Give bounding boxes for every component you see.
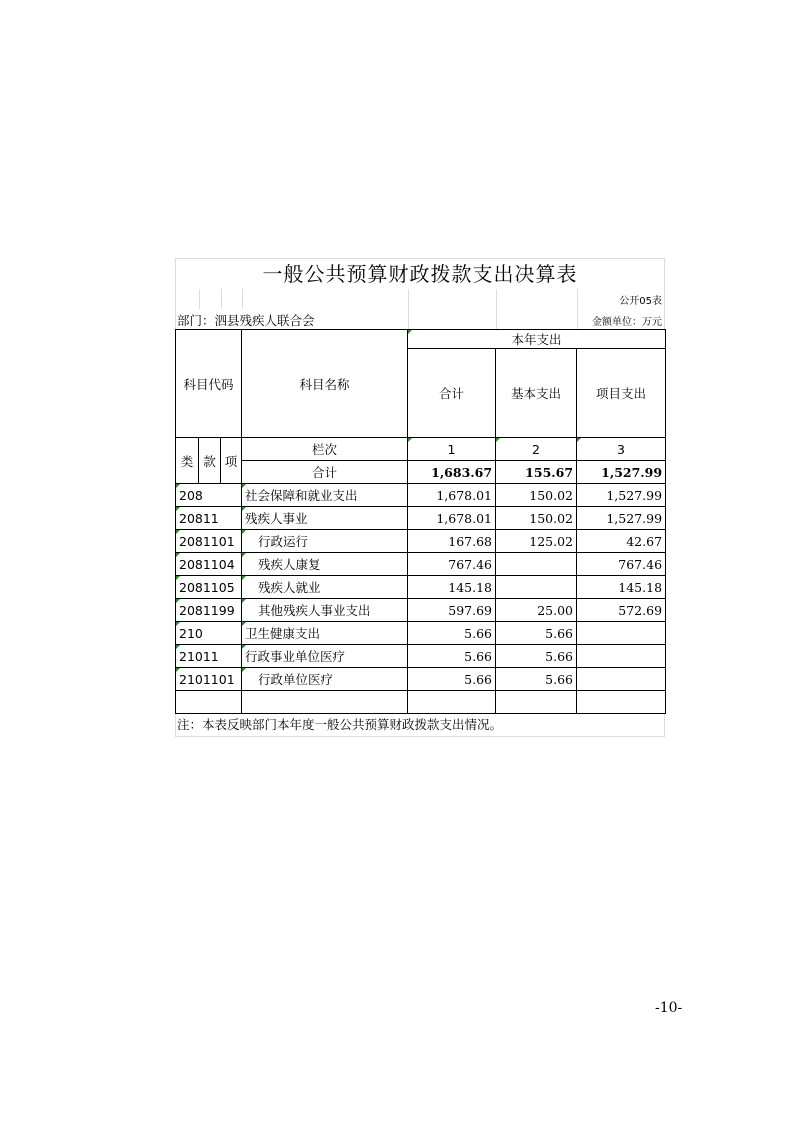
project-value: 1,527.99 bbox=[577, 484, 666, 507]
grid-line bbox=[577, 289, 578, 309]
table-row bbox=[176, 645, 666, 668]
unit-label: 金额单位：万元 bbox=[592, 317, 662, 328]
col2-header: 2 bbox=[496, 438, 577, 461]
subject-name: 其他残疾人事业支出 bbox=[242, 599, 408, 622]
total-row-label: 合计 bbox=[242, 461, 408, 484]
subject-name-header: 科目名称 bbox=[242, 330, 408, 438]
project-value: 767.46 bbox=[577, 553, 666, 576]
basic-value: 150.02 bbox=[496, 507, 577, 530]
subject-code: 20811 bbox=[176, 507, 242, 530]
basic-value bbox=[496, 576, 577, 599]
table-row bbox=[176, 622, 666, 645]
form-number-row bbox=[175, 289, 665, 309]
total-value: 5.66 bbox=[408, 668, 496, 691]
lei-header: 类 bbox=[176, 438, 199, 484]
total-row-basic: 155.67 bbox=[496, 461, 577, 484]
total-value: 167.68 bbox=[408, 530, 496, 553]
footnote: 注：本表反映部门本年度一般公共预算财政拨款支出情况。 bbox=[175, 714, 665, 737]
form-number: 公开05表 bbox=[619, 296, 662, 307]
current-year-header: 本年支出 bbox=[408, 330, 666, 349]
total-row-total: 1,683.67 bbox=[408, 461, 496, 484]
total-header: 合计 bbox=[408, 349, 496, 438]
grid-line bbox=[221, 289, 222, 309]
basic-value: 150.02 bbox=[496, 484, 577, 507]
subject-name: 残疾人事业 bbox=[242, 507, 408, 530]
empty-cell bbox=[577, 691, 666, 714]
total-value: 145.18 bbox=[408, 576, 496, 599]
total-row bbox=[176, 461, 666, 484]
subject-name: 残疾人就业 bbox=[242, 576, 408, 599]
subject-code: 2081104 bbox=[176, 553, 242, 576]
total-value: 5.66 bbox=[408, 645, 496, 668]
expenditure-table bbox=[175, 329, 666, 714]
subject-code: 210 bbox=[176, 622, 242, 645]
table-row bbox=[176, 668, 666, 691]
basic-value: 5.66 bbox=[496, 668, 577, 691]
empty-cell bbox=[408, 691, 496, 714]
project-value bbox=[577, 668, 666, 691]
basic-value: 125.02 bbox=[496, 530, 577, 553]
subject-name: 行政运行 bbox=[242, 530, 408, 553]
project-value: 572.69 bbox=[577, 599, 666, 622]
subject-name: 行政单位医疗 bbox=[242, 668, 408, 691]
subject-code: 2081105 bbox=[176, 576, 242, 599]
basic-value: 5.66 bbox=[496, 622, 577, 645]
total-value: 1,678.01 bbox=[408, 484, 496, 507]
table-title: 一般公共预算财政拨款支出决算表 bbox=[175, 258, 665, 289]
empty-cell bbox=[242, 691, 408, 714]
table-row bbox=[176, 553, 666, 576]
basic-value: 25.00 bbox=[496, 599, 577, 622]
subject-name: 行政事业单位医疗 bbox=[242, 645, 408, 668]
department-row bbox=[175, 309, 665, 329]
project-value bbox=[577, 645, 666, 668]
total-value: 597.69 bbox=[408, 599, 496, 622]
xiang-header: 项 bbox=[221, 438, 242, 484]
grid-line bbox=[577, 309, 578, 329]
subject-code: 2101101 bbox=[176, 668, 242, 691]
grid-line bbox=[496, 309, 497, 329]
subject-name: 残疾人康复 bbox=[242, 553, 408, 576]
basic-value bbox=[496, 553, 577, 576]
subject-name: 卫生健康支出 bbox=[242, 622, 408, 645]
project-value: 42.67 bbox=[577, 530, 666, 553]
subject-code: 2081101 bbox=[176, 530, 242, 553]
kuan-header: 款 bbox=[199, 438, 221, 484]
basic-value: 5.66 bbox=[496, 645, 577, 668]
basic-header: 基本支出 bbox=[496, 349, 577, 438]
project-value bbox=[577, 622, 666, 645]
subject-name: 社会保障和就业支出 bbox=[242, 484, 408, 507]
empty-cell bbox=[496, 691, 577, 714]
total-value: 5.66 bbox=[408, 622, 496, 645]
table-row bbox=[176, 484, 666, 507]
empty-row bbox=[176, 691, 666, 714]
col3-header: 3 bbox=[577, 438, 666, 461]
budget-sheet bbox=[175, 258, 665, 737]
header-row-3 bbox=[176, 438, 666, 461]
department-label: 部门：泗县残疾人联合会 bbox=[177, 313, 315, 328]
table-row bbox=[176, 576, 666, 599]
subject-code: 21011 bbox=[176, 645, 242, 668]
empty-cell bbox=[176, 691, 242, 714]
col1-header: 1 bbox=[408, 438, 496, 461]
total-value: 767.46 bbox=[408, 553, 496, 576]
project-value: 145.18 bbox=[577, 576, 666, 599]
page-number: -10- bbox=[655, 1000, 683, 1016]
project-value: 1,527.99 bbox=[577, 507, 666, 530]
column-order-label: 栏次 bbox=[242, 438, 408, 461]
grid-line bbox=[242, 289, 243, 309]
header-row-1 bbox=[176, 330, 666, 349]
subject-code: 2081199 bbox=[176, 599, 242, 622]
subject-code-header: 科目代码 bbox=[176, 330, 242, 438]
table-row bbox=[176, 599, 666, 622]
grid-line bbox=[408, 309, 409, 329]
grid-line bbox=[199, 289, 200, 309]
table-row bbox=[176, 507, 666, 530]
subject-code: 208 bbox=[176, 484, 242, 507]
grid-line bbox=[496, 289, 497, 309]
grid-line bbox=[408, 289, 409, 309]
table-row bbox=[176, 530, 666, 553]
total-value: 1,678.01 bbox=[408, 507, 496, 530]
total-row-project: 1,527.99 bbox=[577, 461, 666, 484]
project-header: 项目支出 bbox=[577, 349, 666, 438]
